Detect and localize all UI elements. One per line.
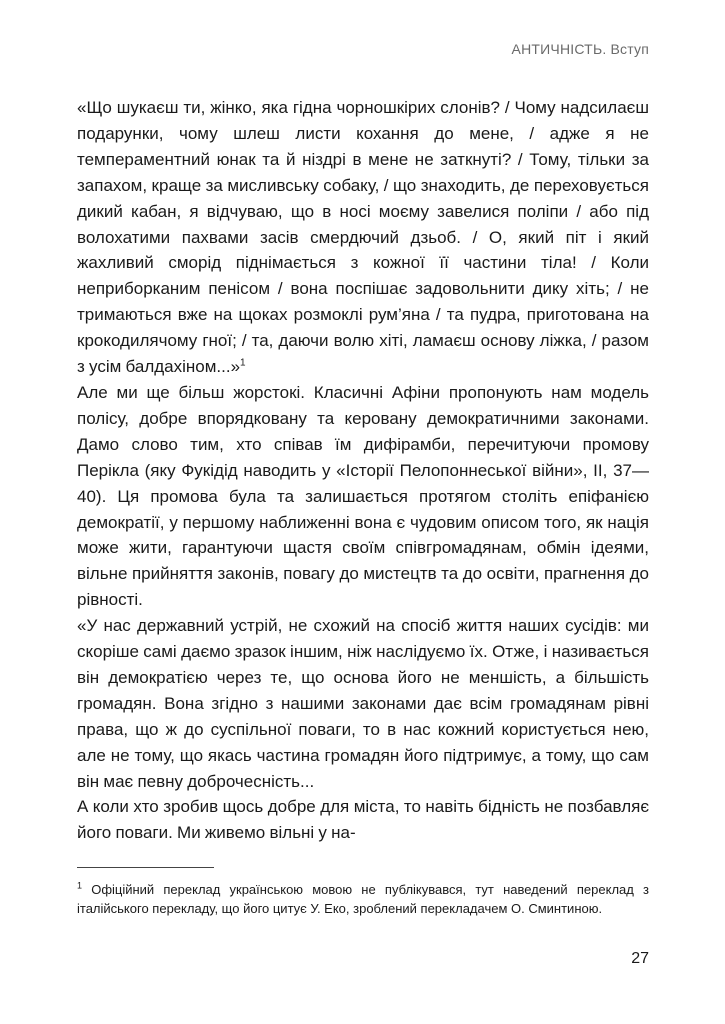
footnote [77, 880, 649, 918]
running-header: АНТИЧНІСТЬ. Вступ [511, 41, 649, 57]
paragraph-text: «Що шукаєш ти, жінко, яка гідна чорношкірих слонів? / Чому надсилаєш подарунки, чому шлеш листи кохання до мене, / адже я не темпераментний юнак та й ніздрі в мене не заткнуті? / Тому, тільки за запахом, краще за мисливську собаку, / що знаходить, де переховується дикий кабан, я відчуваю, що в носі моєму завелися поліпи / або під волохатими пахвами засів смердючий дзьоб. / О, який піт і який жахливий сморід піднімається з кожної її частини тіла! / Коли неприборканим пенісом / вона поспішає задовольнити дику хіть; / не тримаються вже на щоках розмоклі рум’яна / та пудра, приготована на крокодилячому гної; / та, даючи волю хіті, ламаєш основу ліжка, / разом з усім балдахіном...» [77, 98, 649, 377]
page-number: 27 [631, 950, 649, 967]
paragraph-athens: Але ми ще більш жорстокі. Класичні Афіни пропонують нам модель полісу, добре впорядковану та керовану демократичними законами. Дамо слово тим, хто співав їм дифірамби, перечитуючи промову Перікла (яку Фукідід наводить у «Історії Пелопоннеської війни», II, 37—40). Ця промова була та залишається протягом століть епіфанією демократії, у першому наближенні вона є чудовим описом того, як нація може жити, гарантуючи щастя своїм співгромадянам, обмін ідеями, вільне прийняття законів, повагу до мистецтв та до освіти, прагнення до рівності. [77, 382, 649, 610]
footnote-marker: 1 [77, 880, 83, 891]
footnote-divider [77, 867, 214, 868]
footnote-reference[interactable]: 1 [240, 357, 246, 369]
paragraph-continuation: А коли хто зробив щось добре для міста, то навіть бідність не позбавляє його поваги. Ми живемо вільні у на- [77, 797, 649, 843]
paragraph-poem-quote [77, 95, 649, 380]
footnote-text: Офіційний переклад українською мовою не публікувався, тут наведений переклад з італійського перекладу, що його цитує У. Еко, зроблений перекладачем О. Сминтиною. [77, 882, 649, 916]
paragraph-pericles-quote: «У нас державний устрій, не схожий на спосіб життя наших сусідів: ми скоріше самі даємо зразок іншим, ніж наслідуємо їх. Отже, і називається він демократією через те, що основа його не меншість, а більшість громадян. Вона згідно з нашими законами дає всім громадянам рівні права, що ж до суспільної поваги, то в нас кожний користується нею, але не тому, що якась частина громадян його підтримує, а тому, що сам він має певну доброчесність... [77, 616, 649, 791]
main-text [77, 95, 649, 846]
